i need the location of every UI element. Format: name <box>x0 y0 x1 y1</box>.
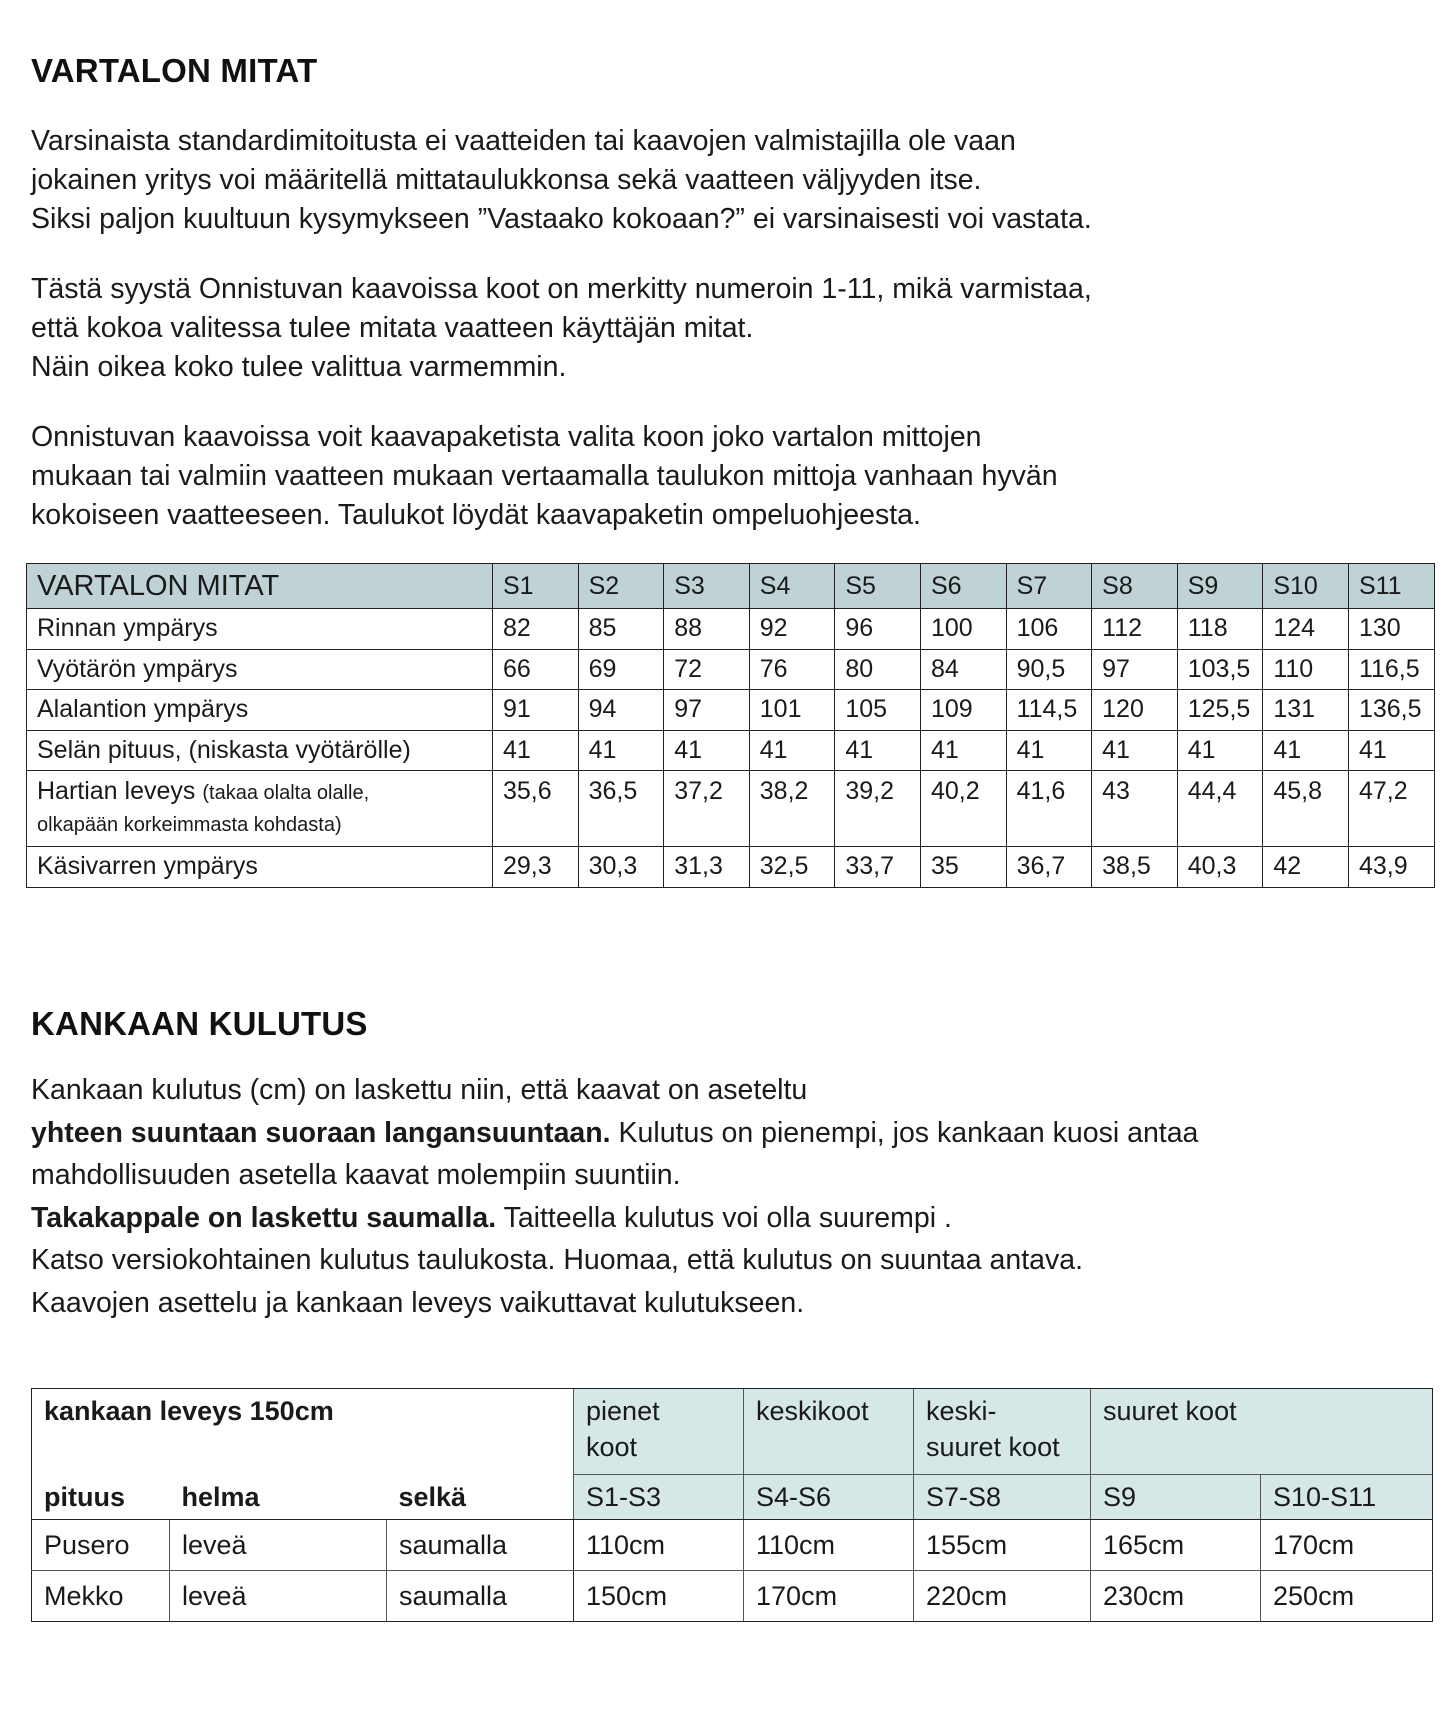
measurement-cell: 40,3 <box>1177 847 1263 888</box>
text-line: Näin oikea koko tulee valittua varmemmin. <box>31 351 567 383</box>
size-header: S9 <box>1177 564 1263 609</box>
size-group-medium <box>744 1389 914 1475</box>
measurement-cell: 33,7 <box>835 847 921 888</box>
fabric-amount-cell: 170cm <box>1261 1520 1433 1571</box>
text-line: Katso versiokohtainen kulutus taulukosta. Huomaa, että kulutus on suuntaa antava. <box>31 1244 1083 1276</box>
body-measurements-table <box>26 563 1435 888</box>
heading-vartalon-mitat: VARTALON MITAT <box>31 52 318 89</box>
fabric-consumption-table <box>31 1388 1433 1622</box>
text-fragment: Kulutus on pienempi, jos kankaan kuosi antaa <box>610 1116 1199 1149</box>
row-back: saumalla <box>387 1571 574 1622</box>
text-line: Kankaan kulutus (cm) on laskettu niin, että kaavat on aseteltu <box>31 1074 808 1106</box>
size-header: S6 <box>920 564 1006 609</box>
row-label-text: Vyötärön ympärys <box>37 654 238 683</box>
size-header: S10 <box>1263 564 1349 609</box>
size-group-small <box>574 1389 744 1475</box>
measurement-cell: 100 <box>920 609 1006 650</box>
row-label-text: Selän pituus, (niskasta vyötärölle) <box>37 735 411 764</box>
row-hem: leveä <box>170 1571 387 1622</box>
row-label <box>27 649 493 690</box>
measurement-cell: 36,5 <box>578 771 664 847</box>
measurement-cell: 43 <box>1092 771 1178 847</box>
measurement-cell: 90,5 <box>1006 649 1092 690</box>
row-label <box>27 690 493 731</box>
measurement-cell: 101 <box>749 690 835 731</box>
size-header: S1 <box>493 564 579 609</box>
fabric-amount-cell: 220cm <box>914 1571 1091 1622</box>
measurement-cell: 97 <box>664 690 750 731</box>
measurement-cell: 84 <box>920 649 1006 690</box>
fabric-amount-cell: 110cm <box>744 1520 914 1571</box>
text-line: Siksi paljon kuultuun kysymykseen ”Vastaako kokoaan?” ei varsinaisesti voi vastata. <box>31 203 1092 235</box>
size-header: S8 <box>1092 564 1178 609</box>
size-header: S4 <box>749 564 835 609</box>
text-line: Kaavojen asettelu ja kankaan leveys vaikuttavat kulutukseen. <box>31 1286 805 1319</box>
group-label-line: keskikoot <box>756 1396 869 1426</box>
fabric-amount-cell: 230cm <box>1091 1571 1261 1622</box>
text-line <box>31 1112 1198 1155</box>
measurement-cell: 39,2 <box>835 771 921 847</box>
measurement-cell: 41 <box>749 730 835 771</box>
measurement-cell: 80 <box>835 649 921 690</box>
fabric-amount-cell: 110cm <box>574 1520 744 1571</box>
measurement-cell: 38,5 <box>1092 847 1178 888</box>
table-row <box>27 690 1435 731</box>
fabric-amount-cell: 170cm <box>744 1571 914 1622</box>
measurement-cell: 103,5 <box>1177 649 1263 690</box>
row-label-note: olkapään korkeimmasta kohdasta) <box>37 814 342 836</box>
measurement-cell: 82 <box>493 609 579 650</box>
size-range-header: S7-S8 <box>914 1475 1091 1520</box>
group-label-line: suuret koot <box>926 1432 1060 1462</box>
measurement-cell: 120 <box>1092 690 1178 731</box>
measurement-cell: 97 <box>1092 649 1178 690</box>
measurement-cell: 110 <box>1263 649 1349 690</box>
measurement-cell: 40,2 <box>920 771 1006 847</box>
text-line: mahdollisuuden asetella kaavat molempiin suuntiin. <box>31 1159 681 1191</box>
measurement-cell: 124 <box>1263 609 1349 650</box>
measurement-cell: 32,5 <box>749 847 835 888</box>
measurement-cell: 112 <box>1092 609 1178 650</box>
measurement-cell: 96 <box>835 609 921 650</box>
intro-paragraph-2 <box>31 270 1092 387</box>
measurement-cell: 41 <box>578 730 664 771</box>
row-label <box>27 847 493 888</box>
size-group-medium-large <box>914 1389 1091 1475</box>
text-line <box>31 1197 1198 1240</box>
group-label-line: suuret koot <box>1103 1396 1237 1426</box>
measurement-cell: 36,7 <box>1006 847 1092 888</box>
measurement-cell: 38,2 <box>749 771 835 847</box>
size-header: S5 <box>835 564 921 609</box>
measurement-cell: 91 <box>493 690 579 731</box>
size-header: S11 <box>1348 564 1434 609</box>
measurement-cell: 109 <box>920 690 1006 731</box>
row-label-note: (takaa olalta olalle, <box>202 782 370 804</box>
row-label-length: Mekko <box>32 1571 170 1622</box>
measurement-cell: 43,9 <box>1348 847 1434 888</box>
size-header: S3 <box>664 564 750 609</box>
size-range-header: S1-S3 <box>574 1475 744 1520</box>
group-label-line: keski- <box>926 1396 997 1426</box>
measurement-cell: 37,2 <box>664 771 750 847</box>
measurement-cell: 114,5 <box>1006 690 1092 731</box>
emphasis-text: yhteen suuntaan suoraan langansuuntaan. <box>31 1116 611 1149</box>
text-fragment: Taitteella kulutus voi olla suurempi . <box>496 1201 952 1234</box>
measurement-cell: 41,6 <box>1006 771 1092 847</box>
size-group-large <box>1091 1389 1433 1475</box>
emphasis-text: Takakappale on laskettu saumalla. <box>31 1201 497 1234</box>
measurement-cell: 45,8 <box>1263 771 1349 847</box>
measurement-cell: 130 <box>1348 609 1434 650</box>
text-line: mukaan tai valmiin vaatteen mukaan vertaamalla taulukon mittoja vanhaan hyvän <box>31 460 1058 492</box>
measurement-cell: 41 <box>920 730 1006 771</box>
measurement-cell: 41 <box>493 730 579 771</box>
column-header-back: selkä <box>387 1475 574 1520</box>
text-line: Varsinaista standardimitoitusta ei vaatteiden tai kaavojen valmistajilla ole vaan <box>31 125 1016 157</box>
measurement-cell: 94 <box>578 690 664 731</box>
measurement-cell: 35 <box>920 847 1006 888</box>
fabric-amount-cell: 150cm <box>574 1571 744 1622</box>
measurement-cell: 44,4 <box>1177 771 1263 847</box>
intro-paragraph-1 <box>31 122 1092 239</box>
text-line: Tästä syystä Onnistuvan kaavoissa koot on merkitty numeroin 1-11, mikä varmistaa, <box>31 273 1092 305</box>
measurement-cell: 41 <box>1348 730 1434 771</box>
fabric-amount-cell: 165cm <box>1091 1520 1261 1571</box>
measurement-cell: 116,5 <box>1348 649 1434 690</box>
fabric-amount-cell: 250cm <box>1261 1571 1433 1622</box>
intro-paragraph-3 <box>31 418 1058 535</box>
table-row <box>27 609 1435 650</box>
row-label-text: Rinnan ympärys <box>37 614 218 642</box>
table-title: VARTALON MITAT <box>27 564 493 609</box>
measurement-cell: 72 <box>664 649 750 690</box>
size-range-header: S4-S6 <box>744 1475 914 1520</box>
measurement-cell: 42 <box>1263 847 1349 888</box>
table-row <box>27 730 1435 771</box>
row-label-length: Pusero <box>32 1520 170 1571</box>
measurement-cell: 41 <box>664 730 750 771</box>
measurement-cell: 131 <box>1263 690 1349 731</box>
measurement-cell: 30,3 <box>578 847 664 888</box>
fabric-width-label: kankaan leveys 150cm <box>32 1389 574 1475</box>
measurement-cell: 35,6 <box>493 771 579 847</box>
measurement-cell: 136,5 <box>1348 690 1434 731</box>
measurement-cell: 29,3 <box>493 847 579 888</box>
measurement-cell: 88 <box>664 609 750 650</box>
measurement-cell: 41 <box>1263 730 1349 771</box>
row-label <box>27 730 493 771</box>
column-header-length: pituus <box>32 1475 170 1520</box>
table-row <box>27 771 1435 847</box>
size-range-header: S10-S11 <box>1261 1475 1433 1520</box>
row-hem: leveä <box>170 1520 387 1571</box>
measurement-cell: 85 <box>578 609 664 650</box>
measurement-cell: 125,5 <box>1177 690 1263 731</box>
size-header: S7 <box>1006 564 1092 609</box>
text-line: jokainen yritys voi määritellä mittataulukkonsa sekä vaatteen väljyyden itse. <box>31 164 982 196</box>
measurement-cell: 69 <box>578 649 664 690</box>
measurement-cell: 31,3 <box>664 847 750 888</box>
measurement-cell: 41 <box>1092 730 1178 771</box>
heading-kankaan-kulutus: KANKAAN KULUTUS <box>31 1005 368 1042</box>
measurement-cell: 41 <box>1177 730 1263 771</box>
measurement-cell: 66 <box>493 649 579 690</box>
fabric-amount-cell: 155cm <box>914 1520 1091 1571</box>
row-label-text: Hartian leveys <box>37 777 196 805</box>
measurement-cell: 92 <box>749 609 835 650</box>
group-label-line: koot <box>586 1432 638 1462</box>
table-row <box>27 649 1435 690</box>
row-back: saumalla <box>387 1520 574 1571</box>
size-range-header: S9 <box>1091 1475 1261 1520</box>
table-header-row <box>27 564 1435 609</box>
fabric-consumption-text <box>31 1069 1198 1324</box>
column-header-hem: helma <box>170 1475 387 1520</box>
row-label-text: Käsivarren ympärys <box>37 852 258 880</box>
group-label-line: pienet <box>586 1396 660 1426</box>
measurement-cell: 106 <box>1006 609 1092 650</box>
row-label <box>27 609 493 650</box>
measurement-cell: 41 <box>1006 730 1092 771</box>
text-line: kokoiseen vaatteeseen. Taulukot löydät kaavapaketin ompeluohjeesta. <box>31 499 921 531</box>
row-label <box>27 771 493 847</box>
measurement-cell: 76 <box>749 649 835 690</box>
text-line: Onnistuvan kaavoissa voit kaavapaketista valita koon joko vartalon mittojen <box>31 421 982 453</box>
size-header: S2 <box>578 564 664 609</box>
text-line: että kokoa valitessa tulee mitata vaatteen käyttäjän mitat. <box>31 312 754 344</box>
measurement-cell: 47,2 <box>1348 771 1434 847</box>
measurement-cell: 41 <box>835 730 921 771</box>
measurement-cell: 105 <box>835 690 921 731</box>
measurement-cell: 118 <box>1177 609 1263 650</box>
row-label-text: Alalantion ympärys <box>37 695 249 723</box>
table-row <box>27 847 1435 888</box>
